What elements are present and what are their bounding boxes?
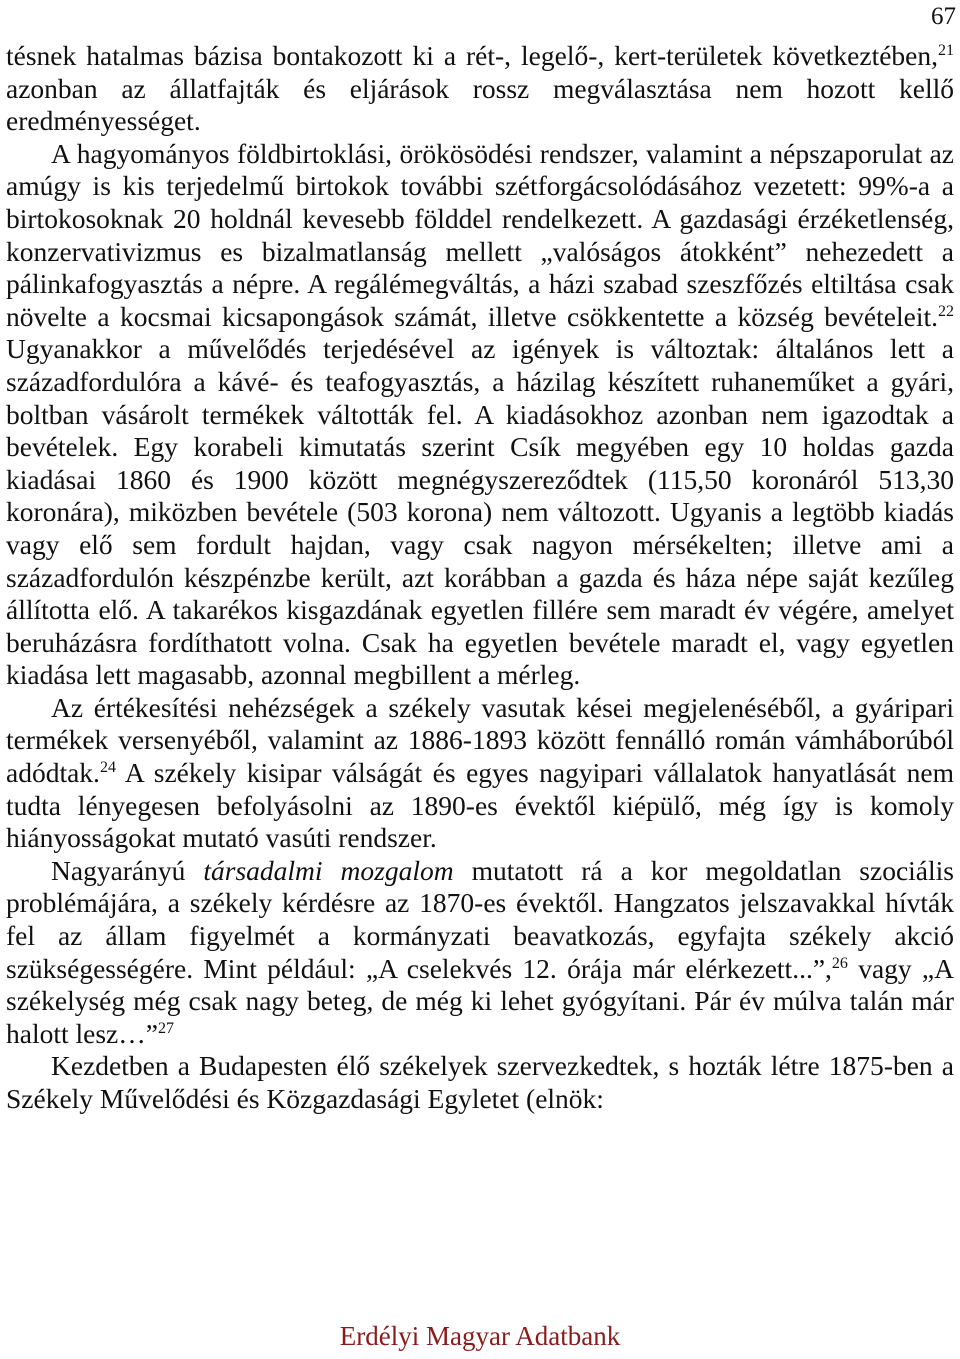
footnote-ref: 27 [157, 1019, 174, 1037]
text-segment: mutatott rá a kor megoldatlan szociális problémájára, a székely kérdésre az 1870-es évektől. Hangzatos jelszavakkal hívták fel az állam figyelmét a kormányzati beavatkozás, egyfajta székely akció szükségességére. Mint például: „A cselekvés 12. órája már elérkezett...”, [6, 854, 954, 984]
footnote-ref: 24 [99, 759, 116, 777]
footnote-ref: 26 [831, 954, 848, 972]
paragraph-2 [6, 138, 954, 692]
footer-watermark: Erdélyi Magyar Adatbank [339, 1321, 621, 1351]
text-segment: Ugyanakkor a művelődés terjedésével az igények is változtak: általános lett a századfordulóra a kávé- és teafogyasztás, a házilag készített ruhaneműket a gyári, boltban vásárolt termékek váltották fel. A kiadásokhoz azonban nem igazodtak a bevételek. Egy korabeli kimutatás szerint Csík megyében egy 10 holdas gazda kiadásai 1860 és 1900 között megnégyszereződtek (115,50 koronáról 513,30 koronára), miközben bevétele (503 korona) nem változott. Ugyanis a legtöbb kiadás vagy elő sem fordult hajdan, vagy csak nagyon mérsékelten; illetve ami a századfordulón készpénzbe került, azt korábban a gazda és háza népe saját kezűleg állította elő. A takarékos kisgazdának egyetlen fillére sem maradt év végére, amelyet beruházásra fordíthatott volna. Csak ha egyetlen bevétele maradt el, vagy egyetlen kiadása lett magasabb, azonnal megbillent a mérleg. [6, 333, 954, 691]
footnote-ref: 21 [938, 42, 954, 59]
text-segment: vagy „A székelység még csak nagy beteg, de még ki lehet gyógyítani. Pár év múlva talán már halott lesz…” [6, 952, 954, 1049]
footnote-ref: 22 [938, 302, 954, 320]
paragraph-4 [6, 855, 954, 1051]
paragraph-1 [6, 40, 954, 138]
emphasis-text: társadalmi mozgalom [203, 854, 454, 886]
paragraph-5 [6, 1050, 954, 1115]
text-segment: A székely kisipar válságát és egyes nagyipari vállalatok hanyatlását nem tudta lényegesen befolyásolni az 1890-es évektől kiépülő, még így is komoly hiányosságokat mutató vasúti rendszer. [6, 757, 954, 854]
text-segment: Nagyarányú [51, 854, 204, 886]
body-text [6, 40, 954, 1116]
paragraph-3 [6, 692, 954, 855]
text-segment: azonban az állatfajták és eljárások rossz megválasztása nem hozott kellő eredményességet. [6, 72, 954, 137]
text-segment: tésnek hatalmas bázisa bontakozott ki a rét-, legelő-, kert-területek következtében, [6, 40, 938, 71]
text-segment: Az értékesítési nehézségek a székely vasutak kései megjelenéséből, a gyáripari termékek versenyéből, valamint az 1886-1893 között fennálló román vámháborúból adódtak. [6, 691, 954, 789]
text-segment: Kezdetben a Budapesten élő székelyek szervezkedtek, s hozták létre 1875-ben a Székely Művelődési és Közgazdasági Egyletet (elnök: [6, 1050, 954, 1114]
text-segment: A hagyományos földbirtoklási, örökösödési rendszer, valamint a népszaporulat az amúgy is kis terjedelmű birtokok további szétforgácsolódásához vezetett: 99%-a a birtokosoknak 20 holdnál kevesebb földdel rendelkezett. A gazdasági érzéketlenség, konzervativizmus es bizalmatlanság mellett „valóságos átokként” nehezedett a pálinkafogyasztás a népre. A regálémegváltás, a házi szabad szeszfőzés eltiltása csak növelte a kocsmai kicsapongások számát, illetve csökkentette a község bevételeit. [6, 137, 954, 332]
page-number: 67 [931, 3, 956, 30]
